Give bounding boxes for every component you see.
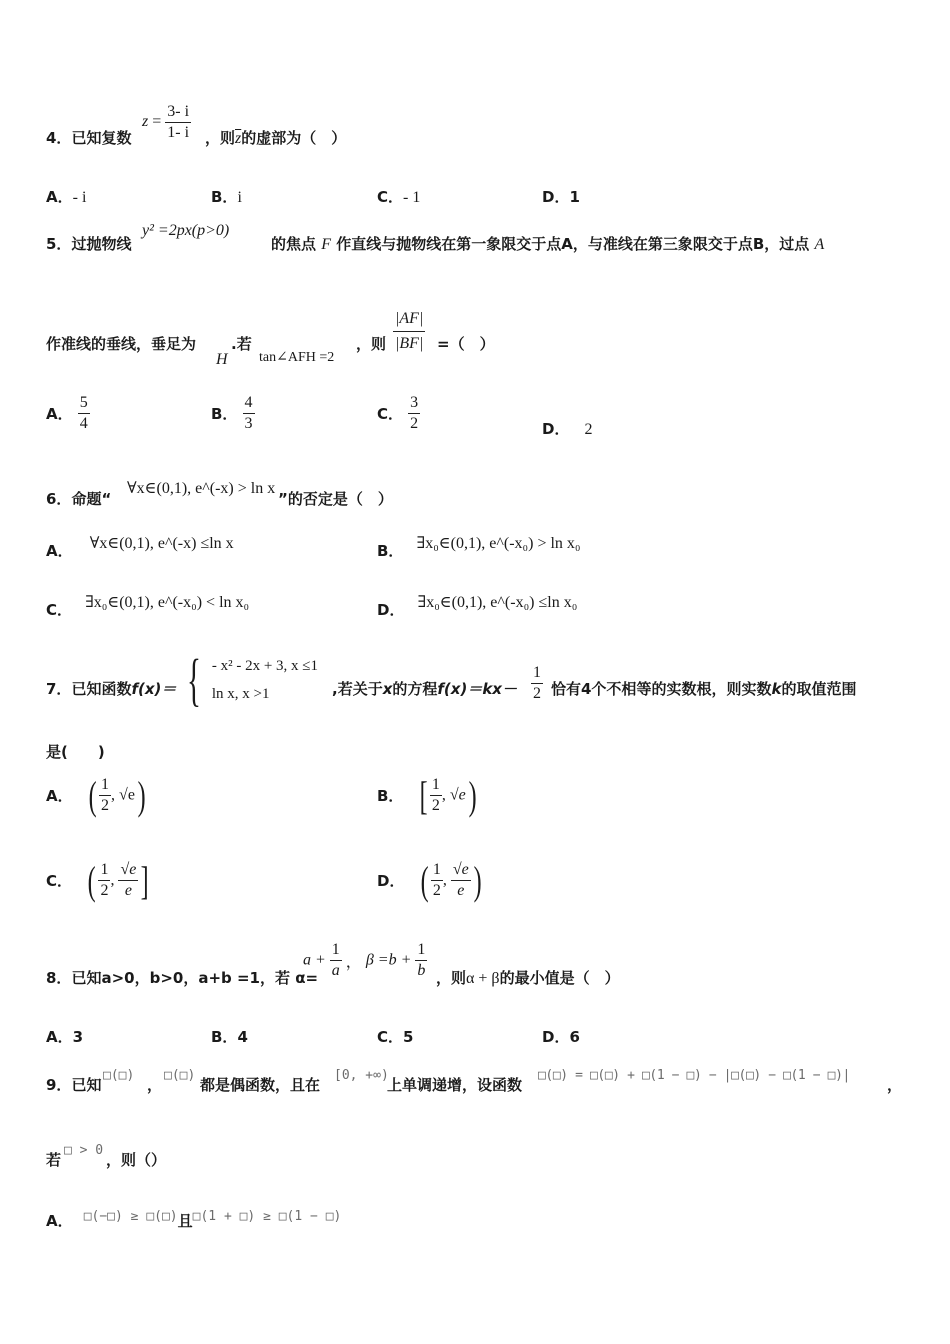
q6-lq: “ [101, 490, 112, 508]
q9-number: 9． [46, 1076, 72, 1094]
option-letter: C． [46, 872, 73, 890]
q4-stem-cont [205, 127, 346, 148]
q7-line2: 是( ) [46, 743, 105, 761]
frac-den: 2 [432, 882, 441, 899]
q5-tail: =（ ） [437, 335, 495, 353]
frac-num: 1 [415, 940, 427, 961]
q9-condition: □ > 0 [64, 1143, 104, 1158]
q4-frac-den: 1- i [167, 124, 190, 141]
q7-piece1: - x² - 2x + 3, x ≤1 [211, 658, 319, 674]
option-value: ∃x₀∈(0,1), e^(-x₀) < ln x₀ [85, 594, 250, 611]
q8-option-a[interactable] [46, 1026, 83, 1047]
q5-frac-den: |BF| [395, 335, 424, 352]
q7-x: x [382, 680, 393, 698]
option-letter: A． [46, 1028, 73, 1046]
bracket-right: ) [468, 772, 477, 818]
q9-func-g: □(□) [164, 1068, 196, 1083]
q7-stem [46, 678, 176, 699]
option-letter: D． [377, 872, 405, 890]
q7-k: k [771, 680, 782, 698]
q4-eq: = [152, 113, 162, 131]
frac-num: 1 [431, 860, 443, 881]
q9-option-a[interactable] [46, 1210, 341, 1231]
option-sep: , [110, 871, 119, 889]
q4-stem [46, 127, 131, 148]
q5-fraction [393, 307, 425, 356]
q5-option-a[interactable] [46, 393, 90, 434]
frac-den: 3 [244, 415, 253, 432]
q9-definition: □(□) = □(□) + □(1 − □) − |□(□) − □(1 − □)| [538, 1068, 850, 1083]
q9-line2: ，则（） [106, 1151, 167, 1169]
q4-post: 的虚部为（ ） [241, 129, 347, 147]
option-value: ∀x∈(0,1), e^(-x) ≤ln x [89, 535, 234, 552]
q5-condition: tan∠AFH =2 [259, 350, 335, 365]
option-letter: A． [46, 1212, 73, 1230]
q7-text: 已知函数 [71, 680, 132, 698]
option-part1: □(−□) ≥ □(□) [83, 1209, 178, 1224]
q7-piecewise [180, 647, 319, 712]
option-fraction [243, 393, 255, 434]
option-value: ∃x₀∈(0,1), e^(-x₀) ≤ln x₀ [417, 594, 578, 611]
option-letter: A． [46, 542, 73, 560]
q5-if: .若 [231, 335, 252, 353]
bracket-left: ( [87, 857, 96, 903]
option-value: 1 [569, 188, 580, 206]
q5-number: 5． [46, 235, 72, 253]
option-fraction-right [118, 860, 138, 901]
frac-den: 2 [431, 797, 440, 814]
q7-piece2: ln x, x >1 [211, 686, 270, 702]
frac-den: a [331, 962, 340, 979]
q6-option-b[interactable] [377, 535, 581, 561]
q5-line1b: 作直线与抛物线在第一象限交于点A，与准线在第三象限交于点B，过点 [336, 235, 810, 253]
option-letter: B． [211, 405, 238, 423]
option-fraction-right [451, 860, 471, 901]
q7-mid: ,若关于 [332, 680, 383, 698]
q8-post2: 的最小值是（ ） [499, 969, 620, 987]
option-value: 5 [403, 1028, 414, 1046]
q9-mid2: 上单调递增，设函数 [387, 1076, 523, 1094]
q7-half [531, 663, 543, 704]
q5-frac-num: |AF| [393, 307, 425, 332]
option-letter: D． [377, 601, 405, 619]
q5-option-b[interactable] [211, 393, 255, 434]
q4-option-b[interactable] [211, 186, 242, 207]
option-letter: B． [211, 1028, 238, 1046]
option-letter: C． [377, 1028, 404, 1046]
option-sep: , [442, 871, 451, 889]
q9-end: ， [887, 1076, 903, 1094]
q7-option-c[interactable] [46, 857, 152, 903]
q9-func-f: □(□) [103, 1068, 135, 1083]
frac-num: 4 [244, 394, 253, 411]
q8-alpha-a: a + [303, 951, 326, 969]
q5-ratio [393, 307, 425, 356]
q5-point-a: A [814, 236, 825, 253]
q5-then: ，则 [356, 335, 387, 353]
bracket-left: ( [420, 857, 429, 903]
q4-mid: ，则 [205, 129, 236, 147]
q5-stem-line1 [46, 233, 131, 254]
frac-den: 4 [79, 415, 88, 432]
q5-point-h: H [216, 351, 228, 368]
option-right: √e [119, 786, 135, 804]
q7-half-frac [531, 663, 543, 704]
option-value: - i [72, 189, 87, 206]
option-value: 3 [72, 1028, 84, 1046]
q9-interval: [0, +∞) [334, 1068, 389, 1083]
q4-zbar: $\overline{z}$ [235, 130, 242, 147]
option-value: i [237, 189, 242, 206]
frac-den: e [124, 882, 132, 899]
q6-post: 的否定是（ ） [287, 490, 393, 508]
q4-fraction [165, 102, 191, 143]
q5-line2: 作准线的垂线，垂足为 [46, 335, 197, 353]
frac-den: 2 [410, 415, 419, 432]
option-letter: C． [377, 405, 404, 423]
bracket-left: [ [419, 772, 428, 818]
q4-formula [142, 102, 191, 143]
option-fraction [99, 775, 111, 816]
q7-tail2: 的取值范围 [781, 680, 857, 698]
frac-num: √e [451, 860, 471, 881]
bracket-right: ) [473, 857, 482, 903]
option-value: 4 [237, 1028, 248, 1046]
q5-point-f: F [321, 236, 332, 253]
frac-den: e [457, 882, 465, 899]
q9-text: 已知 [71, 1076, 102, 1094]
option-letter: C． [377, 188, 404, 206]
q7-pieces [212, 652, 318, 708]
q6-text: 命题 [71, 490, 102, 508]
option-fraction [408, 393, 420, 434]
q8-text: 已知 [71, 969, 102, 987]
option-letter: A． [46, 405, 73, 423]
q4-option-d[interactable] [542, 186, 580, 207]
option-fraction [431, 860, 443, 901]
frac-num: 1 [98, 860, 110, 881]
option-letter: C． [46, 601, 73, 619]
option-letter: D． [542, 420, 570, 438]
q8-beta: β =b + [365, 951, 412, 969]
q8-beta-frac [415, 940, 427, 981]
option-value: ∃x₀∈(0,1), e^(-x₀) > ln x₀ [416, 535, 581, 552]
q4-number: 4． [46, 129, 72, 147]
q8-number: 8． [46, 969, 72, 987]
option-value: 6 [569, 1028, 580, 1046]
q8-alpha [303, 940, 427, 981]
q4-z: z [142, 113, 149, 131]
bracket-left: ( [88, 772, 97, 818]
option-letter: B． [377, 542, 404, 560]
q9-stem [46, 1074, 101, 1095]
option-fraction [430, 775, 442, 816]
option-fraction [78, 393, 90, 434]
q6-stem [46, 488, 111, 509]
frac-num: 1 [430, 775, 442, 796]
q6-stem-end [278, 488, 393, 509]
option-letter: B． [211, 188, 238, 206]
frac-den: 2 [100, 882, 109, 899]
bracket-right: ] [140, 857, 149, 903]
q4-frac-num: 3- i [165, 102, 191, 123]
option-sep: , [441, 786, 450, 804]
q8-post: ，则 [436, 969, 467, 987]
q7-f: f(x)＝ [131, 680, 177, 698]
frac-num: 3 [410, 394, 419, 411]
q6-rq: ” [278, 490, 288, 508]
q7-brace: { [186, 647, 201, 712]
option-value: - 1 [403, 189, 421, 206]
option-letter: D． [542, 188, 570, 206]
option-value: 2 [584, 421, 593, 438]
frac-den: 2 [101, 797, 110, 814]
bracket-right: ) [137, 772, 146, 818]
q7-mid2: 的方程 [392, 680, 438, 698]
q4-option-c[interactable] [377, 186, 420, 207]
frac-num: 1 [330, 940, 342, 961]
q7-option-a[interactable] [46, 772, 148, 818]
q6-option-a[interactable] [46, 535, 234, 561]
frac-den: b [417, 962, 426, 979]
q8-option-b[interactable] [211, 1026, 248, 1047]
q6-option-c[interactable] [46, 594, 250, 620]
option-part2: □(1 + □) ≥ □(1 − □) [192, 1209, 342, 1224]
frac-num: 1 [99, 775, 111, 796]
option-letter: A． [46, 787, 73, 805]
q9-if: 若 [46, 1151, 62, 1169]
q7-option-d[interactable] [377, 857, 484, 903]
q4-option-a[interactable] [46, 186, 86, 207]
q8-sum: α + β [466, 970, 500, 987]
option-fraction [98, 860, 110, 901]
option-sep: , [111, 786, 120, 804]
frac-den: 2 [533, 685, 541, 702]
q8-option-d[interactable] [542, 1026, 580, 1047]
q5-option-c[interactable] [377, 393, 420, 434]
q5-parabola: y² =2px(p>0) [142, 222, 230, 239]
q9-sep: ， [147, 1076, 163, 1094]
option-letter: B． [377, 787, 404, 805]
q8-comma: ， [345, 954, 362, 971]
q6-option-d[interactable] [377, 594, 578, 620]
q7-equation: f(x)＝kx－ [437, 680, 517, 698]
q8-condition: a>0，b>0，a+b =1，若 α= [101, 969, 319, 987]
q7-option-b[interactable] [377, 772, 479, 818]
q5-line1: 的焦点 [271, 235, 317, 253]
q8-alpha-frac [330, 940, 342, 981]
q6-proposition: ∀x∈(0,1), e^(-x) > ln x [127, 480, 276, 497]
q8-option-c[interactable] [377, 1026, 413, 1047]
q7-number: 7． [46, 680, 72, 698]
q6-number: 6． [46, 490, 72, 508]
q7-stem-cont [332, 678, 517, 699]
q5-stem-line1b [271, 233, 824, 254]
option-and: 且 [177, 1212, 193, 1230]
option-right: √e [449, 786, 466, 804]
q9-mid: 都是偶函数，且在 [200, 1076, 321, 1094]
q7-tail: 恰有4个不相等的实数根，则实数 [551, 680, 772, 698]
frac-num: 1 [531, 663, 543, 684]
q7-stem-tail [551, 678, 856, 699]
q4-text: 已知复数 [71, 129, 132, 147]
q5-text: 过抛物线 [71, 235, 132, 253]
q5-option-d[interactable] [542, 418, 593, 439]
q5-stem-line2 [46, 333, 196, 354]
q8-stem [46, 967, 318, 988]
frac-num: √e [118, 860, 138, 881]
option-letter: A． [46, 188, 73, 206]
option-letter: D． [542, 1028, 570, 1046]
q8-stem-tail [436, 967, 620, 988]
frac-num: 5 [79, 394, 88, 411]
